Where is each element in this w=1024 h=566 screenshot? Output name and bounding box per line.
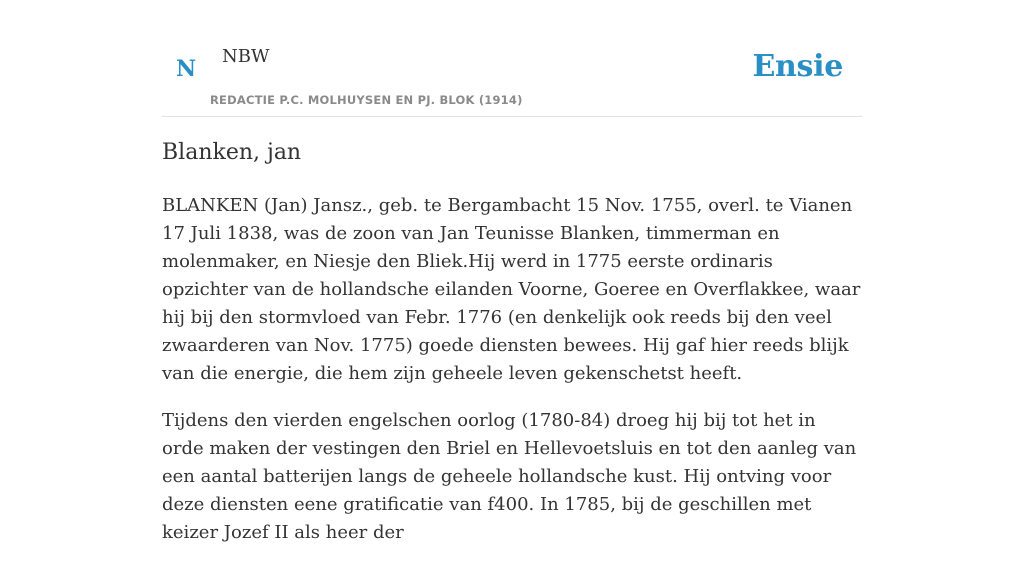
page-title: Blanken, jan <box>162 140 302 165</box>
article-body <box>162 192 862 566</box>
page <box>162 0 862 543</box>
article-paragraph: Tijdens den vierden engelschen oorlog (1780-84) droeg hij bij tot het in orde maken der vestingen den Briel en Hellevoetsluis en tot den aanleg van een aantal batterijen langs de geheele hollandsche kust. Hij ontving voor deze diensten eene gratificatie van f400. In 1785, bij de geschillen met keizer Jozef II als heer der <box>162 410 857 543</box>
header <box>162 0 862 117</box>
source-name[interactable]: NBW <box>222 46 270 67</box>
source-subtitle: REDACTIE P.C. MOLHUYSEN EN PJ. BLOK (1914) <box>210 93 523 107</box>
brand-logo[interactable]: Ensie <box>752 49 843 84</box>
source-logo[interactable]: N <box>176 56 197 82</box>
article-paragraph: BLANKEN (Jan) Jansz., geb. te Bergambacht 15 Nov. 1755, overl. te Vianen 17 Juli 1838, was de zoon van Jan Teunisse Blanken, timmerman en molenmaker, en Niesje den Bliek.Hij werd in 1775 eerste ordinaris opzichter van de hollandsche eilanden Voorne, Goeree en Overflakkee, waar hij bij den stormvloed van Febr. 1776 (en denkelijk ook reeds bij den veel zwaarderen van Nov. 1775) goede diensten bewees. Hij gaf hier reeds blijk van die energie, die hem zijn geheele leven gekenschetst heeft. <box>162 195 861 384</box>
